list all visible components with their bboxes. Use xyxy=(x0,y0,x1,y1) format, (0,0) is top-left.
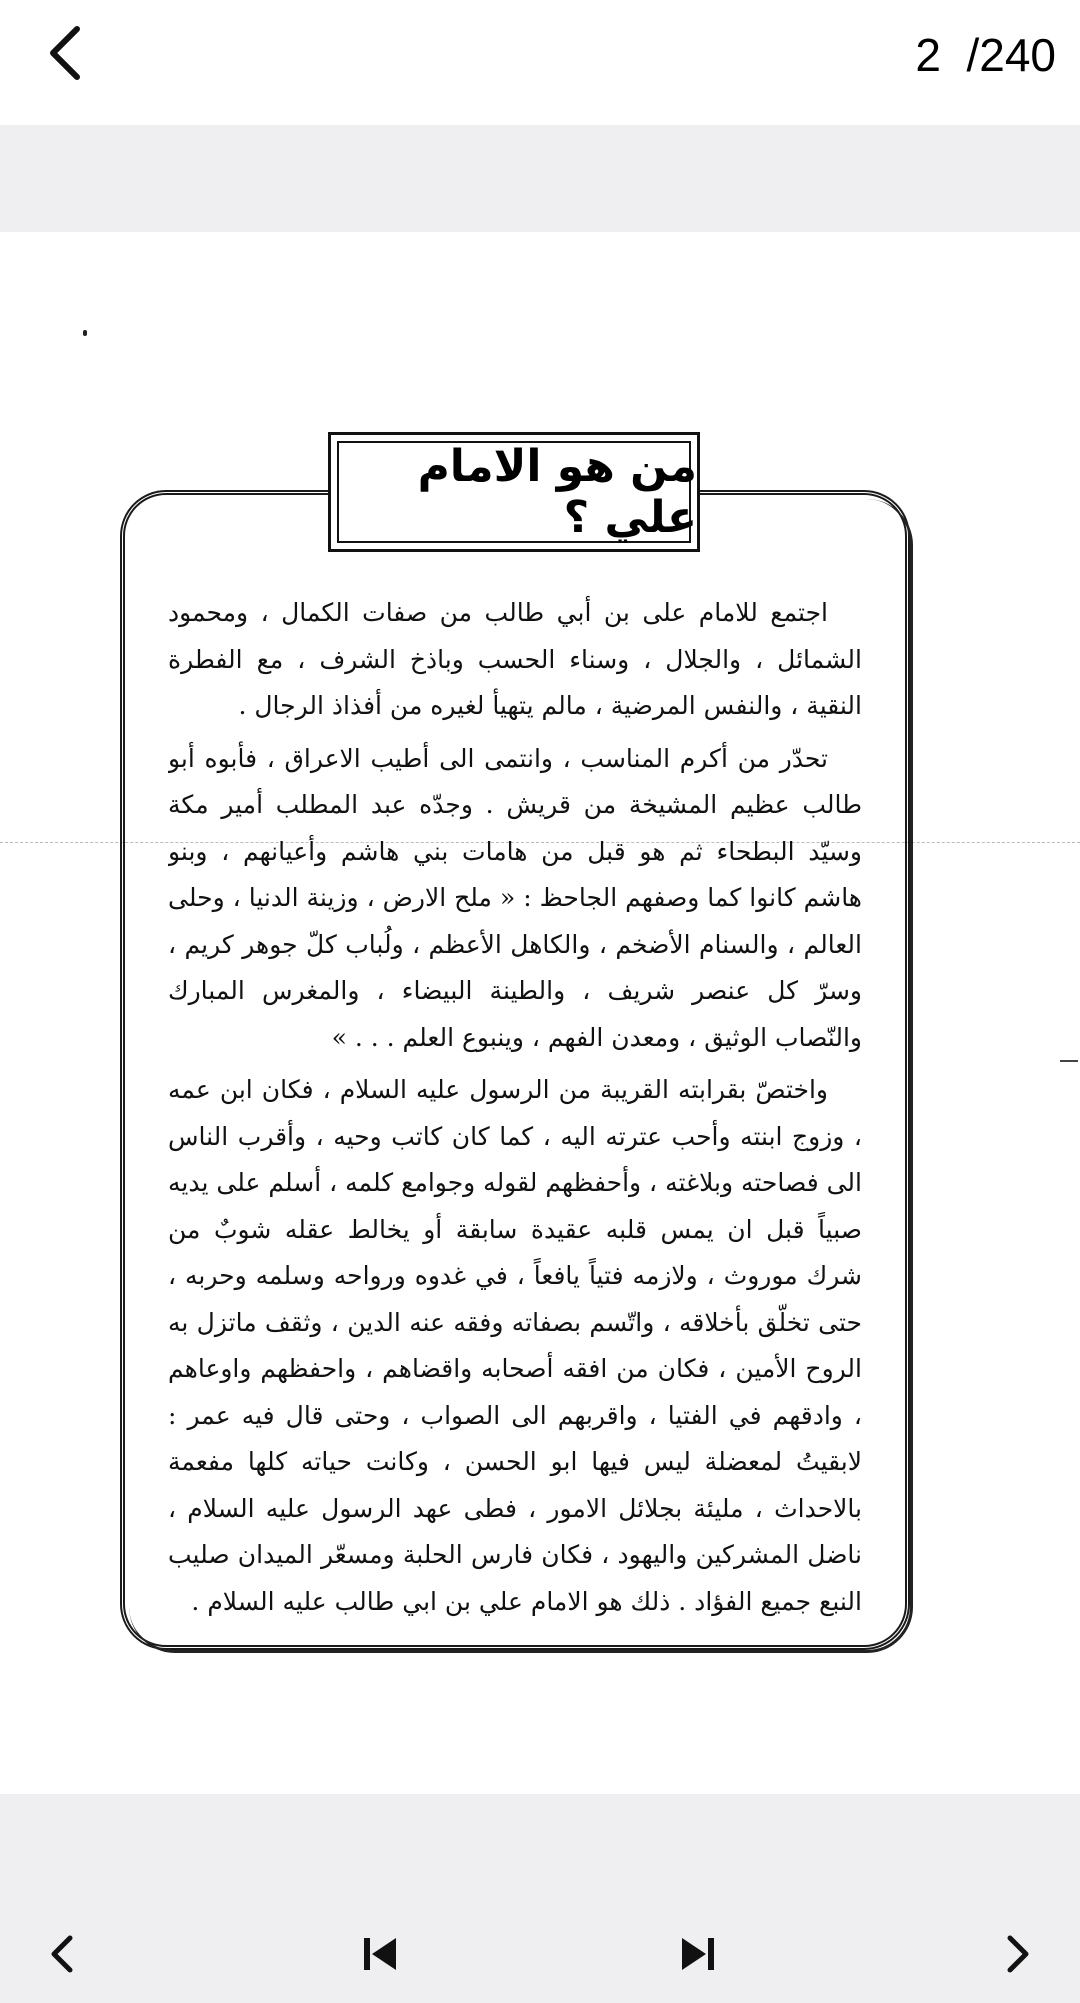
top-bar xyxy=(0,0,1080,125)
page-title: من هو الامام علي ؟ xyxy=(417,441,697,543)
bottom-navigation xyxy=(0,1794,1080,2003)
document-page[interactable] xyxy=(0,232,1080,1794)
first-page-button[interactable] xyxy=(340,1914,420,1994)
skip-to-last-icon xyxy=(678,1934,718,1974)
previous-page-button[interactable] xyxy=(22,1914,102,1994)
skip-to-first-icon xyxy=(360,1934,400,1974)
paragraph: تحدّر من أكرم المناسب ، وانتمى الى أطيب الاعراق ، فأبوه أبو طالب عظيم المشيخة من قريش . وجدّه عبد المطلب أمير مكة وسيّد البطحاء ثم هو قبل من هامات بني هاشم وأعيانهم ، وبنو هاشم كانوا كما وصفهم الجاحظ : « ملح الارض ، وزينة الدنيا ، وحلى العالم ، والسنام الأضخم ، والكاهل الأعظم ، ولُباب كلّ جوهر كريم ، وسرّ كل عنصر شريف ، والطينة البيضاء ، والمغرس المبارك والنّصاب الوثيق ، ومعدن الفهم ، وينبوع العلم . . . » xyxy=(168,743,862,1052)
toolbar-spacer xyxy=(0,125,1080,232)
paragraph: واختصّ بقرابته القريبة من الرسول عليه السلام ، فكان ابن عمه ، وزوج ابنته وأحب عترته اليه ، كما كان كاتب وحيه ، وأقرب الناس الى فصاحته وبلاغته ، وأحفظهم لقوله وجوامع كلمه ، أسلم على يديه صبياً قبل ان يمس قلبه عقيدة سابقة أو يخالط عقله شوبٌ من شرك موروث ، ولازمه فتياً يافعاً ، في غدوه ورواحه وسلمه وحربه ، حتى تخلّق بأخلاقه ، واتّسم بصفاته وفقه عنه الدين ، وثقف ماتزل به الروح الأمين ، فكان من افقه أصحابه واقضاهم ، واحفظهم واوعاهم ، وادقهم في الفتيا ، واقربهم الى الصواب ، وحتى قال فيه عمر : لابقيتُ لمعضلة ليس فيها ابو الحسن ، وكانت حياته كلها مفعمة بالاحداث ، مليئة بجلائل الامور ، فطى عهد الرسول عليه السلام ، ناضل المشركين واليهود ، فكان فارس الحلبة ومسعّر الميدان صليب النبع جميع الفؤاد . ذلك هو الامام علي بن ابي طالب عليه السلام . xyxy=(168,1075,862,1616)
chevron-left-icon xyxy=(48,1934,76,1974)
paragraph: اجتمع للامام على بن أبي طالب من صفات الكمال ، ومحمود الشمائل ، والجلال ، وسناء الحسب وباذخ الشرف ، مع الفطرة النقية ، والنفس المرضية ، مالم يتهيأ لغيره من أفذاذ الرجال . xyxy=(168,598,862,720)
scan-speck xyxy=(83,330,87,336)
page-counter: 2 /240 xyxy=(915,29,1056,81)
title-box xyxy=(328,432,700,552)
scan-mark xyxy=(1060,1060,1078,1062)
last-page-button[interactable] xyxy=(658,1914,738,1994)
chevron-right-icon xyxy=(1004,1934,1032,1974)
next-page-button[interactable] xyxy=(978,1914,1058,1994)
back-button[interactable] xyxy=(30,18,100,88)
document-body xyxy=(168,590,862,1620)
chevron-left-icon xyxy=(45,25,85,81)
